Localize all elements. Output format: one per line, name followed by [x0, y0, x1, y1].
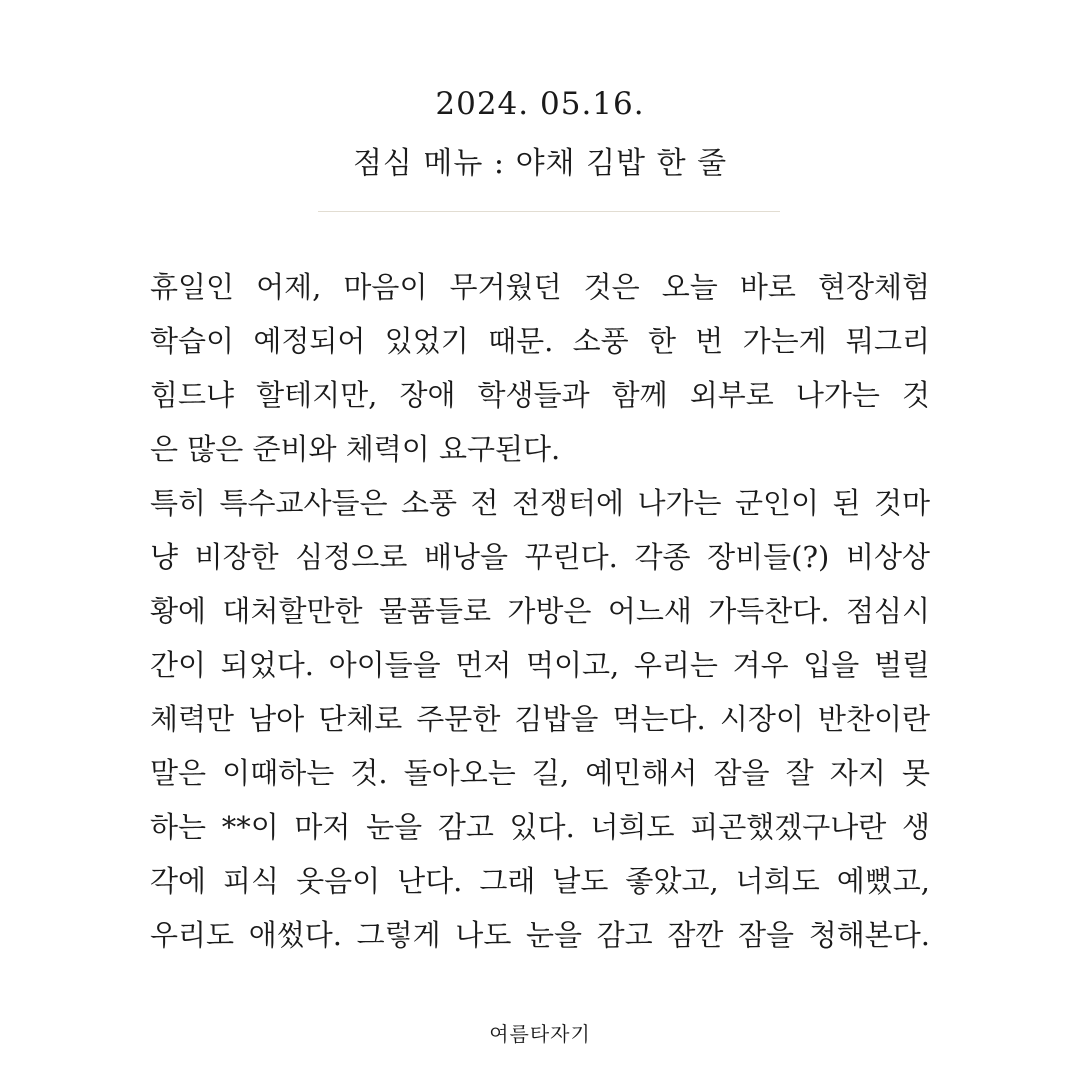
body-line: 간이 되었다. 아이들을 먼저 먹이고, 우리는 겨우 입을 벌릴	[150, 648, 930, 682]
body-line: 학습이 예정되어 있었기 때문. 소풍 한 번 가는게 뭐그리	[150, 324, 930, 358]
entry-date: 2024. 05.16.	[435, 86, 645, 122]
body-line: 말은 이때하는 것. 돌아오는 길, 예민해서 잠을 잘 자지 못	[150, 756, 930, 790]
paragraph-1	[150, 260, 930, 476]
divider	[318, 211, 780, 212]
body-line: 황에 대처할만한 물품들로 가방은 어느새 가득찬다. 점심시	[150, 594, 930, 628]
paragraph-2	[150, 476, 930, 962]
body-line: 우리도 애썼다. 그렇게 나도 눈을 감고 잠깐 잠을 청해본다.	[150, 918, 930, 952]
body-line: 특히 특수교사들은 소풍 전 전쟁터에 나가는 군인이 된 것마	[150, 486, 930, 520]
body-line: 각에 피식 웃음이 난다. 그래 날도 좋았고, 너희도 예뻤고,	[150, 864, 930, 898]
body-line: 냥 비장한 심정으로 배낭을 꾸린다. 각종 장비들(?) 비상상	[150, 540, 930, 574]
body-line: 휴일인 어제, 마음이 무거웠던 것은 오늘 바로 현장체험	[150, 270, 930, 304]
author-signature: 여름타자기	[489, 1022, 591, 1046]
body-line: 은 많은 준비와 체력이 요구된다.	[150, 432, 561, 466]
body-line: 힘드냐 할테지만, 장애 학생들과 함께 외부로 나가는 것	[150, 378, 930, 412]
body-line: 체력만 남아 단체로 주문한 김밥을 먹는다. 시장이 반찬이란	[150, 702, 930, 736]
lunch-menu-title: 점심 메뉴 : 야채 김밥 한 줄	[352, 146, 728, 181]
body-line: 하는 **이 마저 눈을 감고 있다. 너희도 피곤했겠구나란 생	[150, 810, 930, 844]
diary-body	[150, 260, 930, 962]
